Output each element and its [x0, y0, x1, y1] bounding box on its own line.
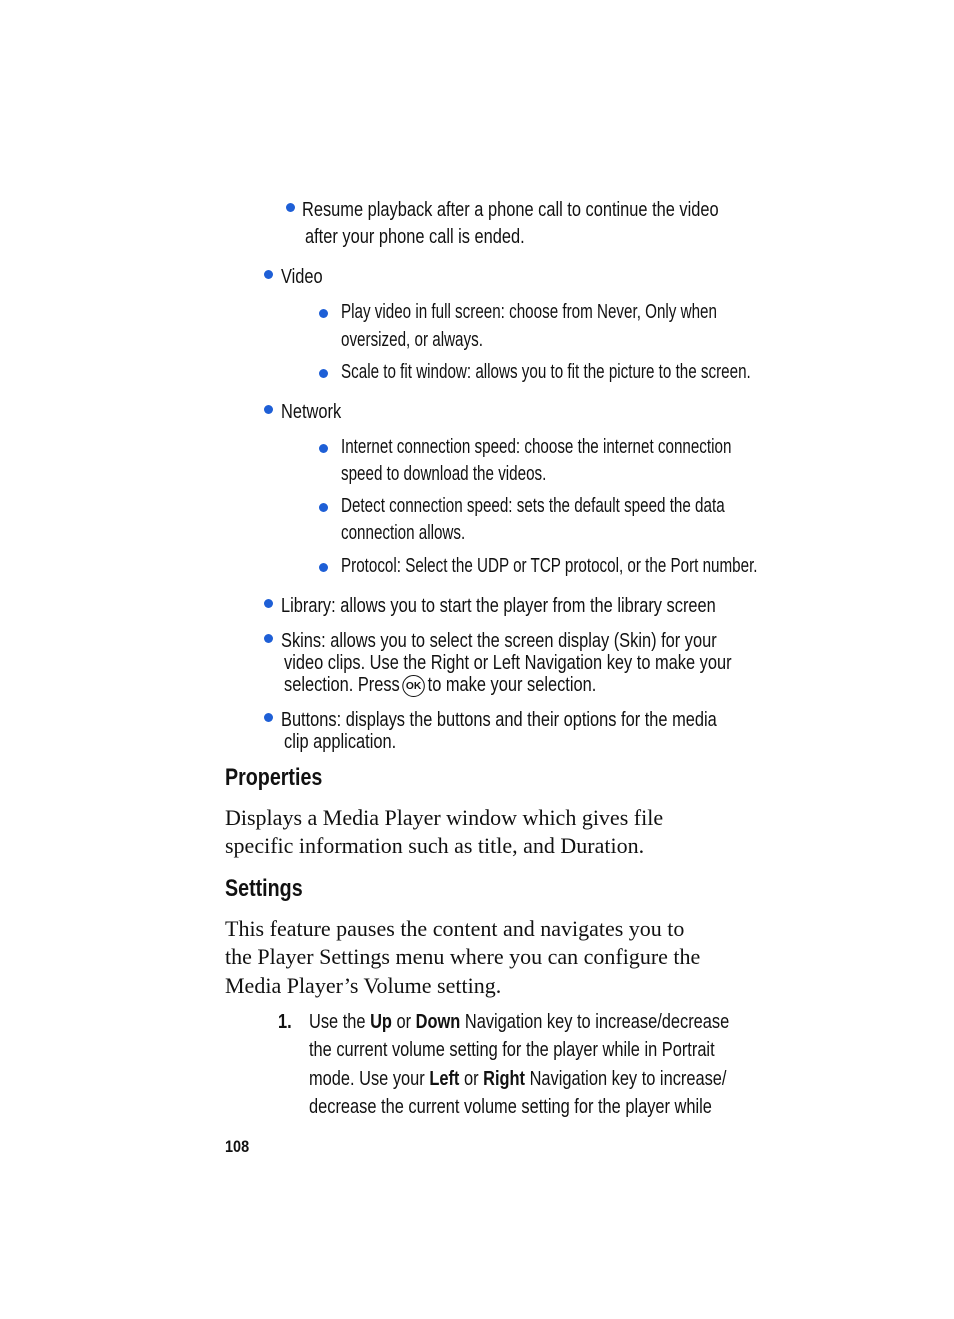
bullet-icon [264, 713, 273, 722]
properties-text-line2: specific information such as title, and Duration. [225, 833, 645, 858]
list-item-skins-line3 [284, 673, 665, 697]
up-key-label: Up [370, 1011, 392, 1033]
bullet-icon [264, 634, 273, 643]
settings-text-line1: This feature pauses the content and navigates you to [225, 916, 685, 941]
step-text: or [463, 1068, 479, 1090]
sub-item-fullscreen-line2: oversized, or always. [341, 329, 483, 351]
bullet-icon [264, 270, 273, 279]
properties-text-line1: Displays a Media Player window which gives file [225, 805, 664, 830]
list-item-skins-line1: Skins: allows you to select the screen display (Skin) for your [281, 630, 717, 652]
ok-key-icon: OK [402, 675, 425, 697]
list-item-buttons-line1: Buttons: displays the buttons and their options for the media [281, 709, 717, 731]
step-text: mode. Use your [309, 1068, 425, 1090]
sub-bullet-icon [319, 369, 328, 378]
skins-text-b: to make your selection. [427, 674, 597, 696]
list-item-library: Library: allows you to start the player from the library screen [281, 595, 716, 617]
step-text: Use the [309, 1011, 366, 1033]
sub-bullet-icon [319, 503, 328, 512]
skins-text-a: selection. Press [284, 674, 400, 696]
step-1-line3 [309, 1067, 818, 1091]
bullet-icon [286, 203, 295, 212]
left-key-label: Left [429, 1068, 460, 1090]
list-item-buttons-line2: clip application. [284, 731, 397, 753]
step-text: Navigation key to increase/decrease [464, 1011, 730, 1033]
sub-item-detect-line1: Detect connection speed: sets the default speed the data [341, 495, 725, 517]
settings-text-line2: the Player Settings menu where you can configure the [225, 944, 701, 969]
sub-item-scale: Scale to fit window: allows you to fit the picture to the screen. [341, 361, 751, 383]
page-number: 108 [225, 1137, 250, 1156]
list-item-network: Network [281, 401, 342, 423]
sub-bullet-icon [319, 563, 328, 572]
sub-item-detect-line2: connection allows. [341, 522, 466, 544]
sub-item-fullscreen-line1: Play video in full screen: choose from Never, Only when [341, 301, 717, 323]
list-item-resume-line2: after your phone call is ended. [305, 226, 525, 248]
step-text: Navigation key to increase/ [529, 1068, 727, 1090]
sub-item-speed-line2: speed to download the videos. [341, 463, 547, 485]
properties-heading: Properties [225, 764, 323, 791]
list-item-resume-line1: Resume playback after a phone call to continue the video [302, 199, 719, 221]
list-item-skins-line2: video clips. Use the Right or Left Navigation key to make your [284, 652, 732, 674]
sub-bullet-icon [319, 309, 328, 318]
step-number: 1. [278, 1011, 292, 1033]
bullet-icon [264, 599, 273, 608]
down-key-label: Down [415, 1011, 461, 1033]
settings-heading: Settings [225, 875, 303, 902]
step-text: or [396, 1011, 412, 1033]
right-key-label: Right [483, 1068, 526, 1090]
list-item-video: Video [281, 266, 323, 288]
bullet-icon [264, 405, 273, 414]
sub-bullet-icon [319, 444, 328, 453]
sub-item-protocol: Protocol: Select the UDP or TCP protocol, or the Port number. [341, 555, 758, 577]
step-1-line1 [309, 1010, 822, 1034]
settings-text-line3: Media Player’s Volume setting. [225, 973, 502, 998]
step-1-line4: decrease the current volume setting for the player while [309, 1096, 712, 1118]
sub-item-speed-line1: Internet connection speed: choose the internet connection [341, 436, 732, 458]
step-1-line2: the current volume setting for the player while in Portrait [309, 1039, 715, 1061]
